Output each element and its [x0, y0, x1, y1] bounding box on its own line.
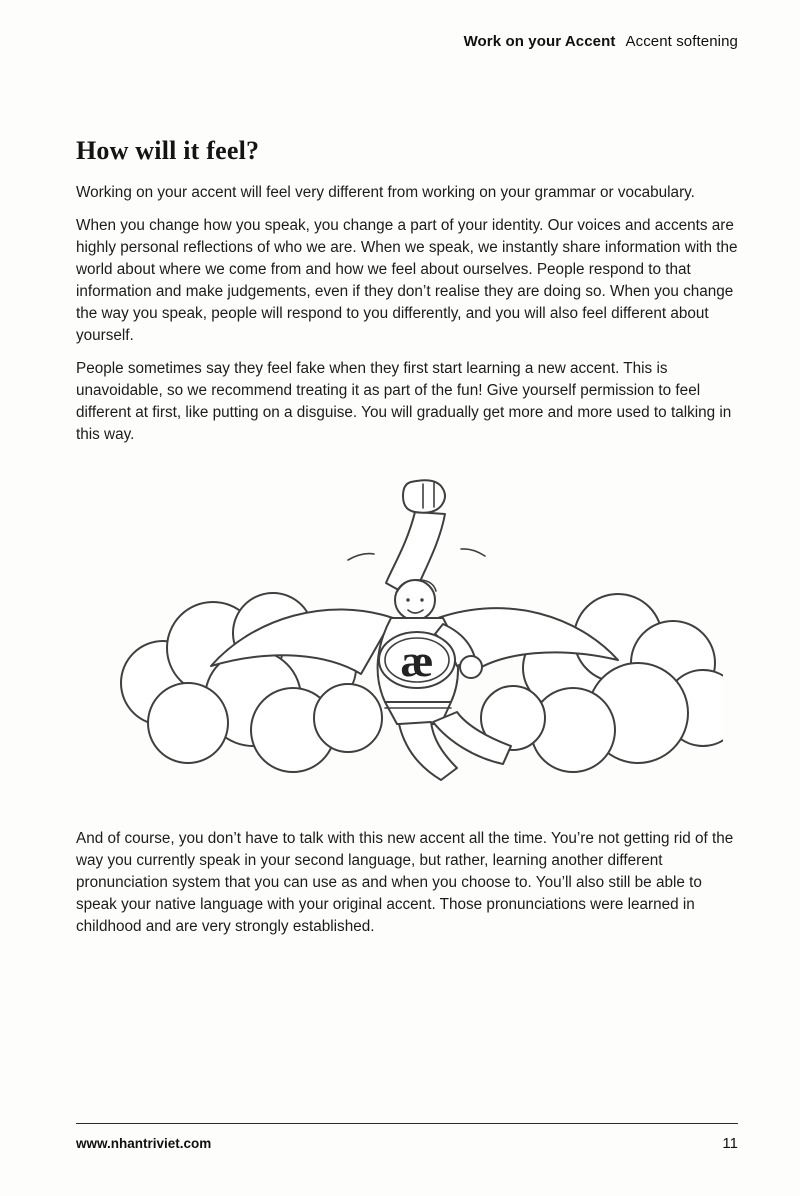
side-fist [460, 656, 482, 678]
chapter-title: Work on your Accent [463, 33, 616, 50]
page-content [76, 136, 740, 949]
eye-right [420, 598, 423, 601]
running-head [464, 33, 738, 50]
page-heading: How will it feel? [76, 136, 260, 165]
superhero-illustration [93, 468, 723, 798]
page-footer [76, 1123, 738, 1152]
chest-symbol: æ [400, 635, 434, 687]
eye-left [406, 598, 409, 601]
paragraph-3: People sometimes say they feel fake when they first start learning a new accent. This is unavoidable, so we recommend treating it as part of the fun! Give yourself permission to feel different at first, like putting on a disguise. You will gradually get more and more used to talking in this way. [76, 360, 732, 444]
publisher-website: www.nhantriviet.com [76, 1136, 212, 1151]
raised-fist [403, 480, 445, 513]
page-number: 11 [722, 1135, 738, 1152]
section-title: Accent softening [625, 33, 738, 50]
superhero-svg [93, 468, 723, 798]
paragraph-4: And of course, you don’t have to talk with this new accent all the time. You’re not getting rid of the way you currently speak in your second language, but rather, learning another different pronunciation system that you can use as and when you choose to. You’ll also still be able to speak your native language with your original accent. Those pronunciations were learned in childhood and are very strongly established. [76, 830, 734, 936]
paragraph-1: Working on your accent will feel very different from working on your grammar or vocabulary. [76, 184, 695, 201]
paragraph-2: When you change how you speak, you change a part of your identity. Our voices and accents are highly personal reflections of who we are. When we speak, we instantly share information with the world about where we come from and how we feel about ourselves. People respond to that information and make judgements, even if they don’t realise they are doing so. When you change the way you speak, people will respond to you differently, and you will also feel different about yourself. [76, 217, 738, 345]
